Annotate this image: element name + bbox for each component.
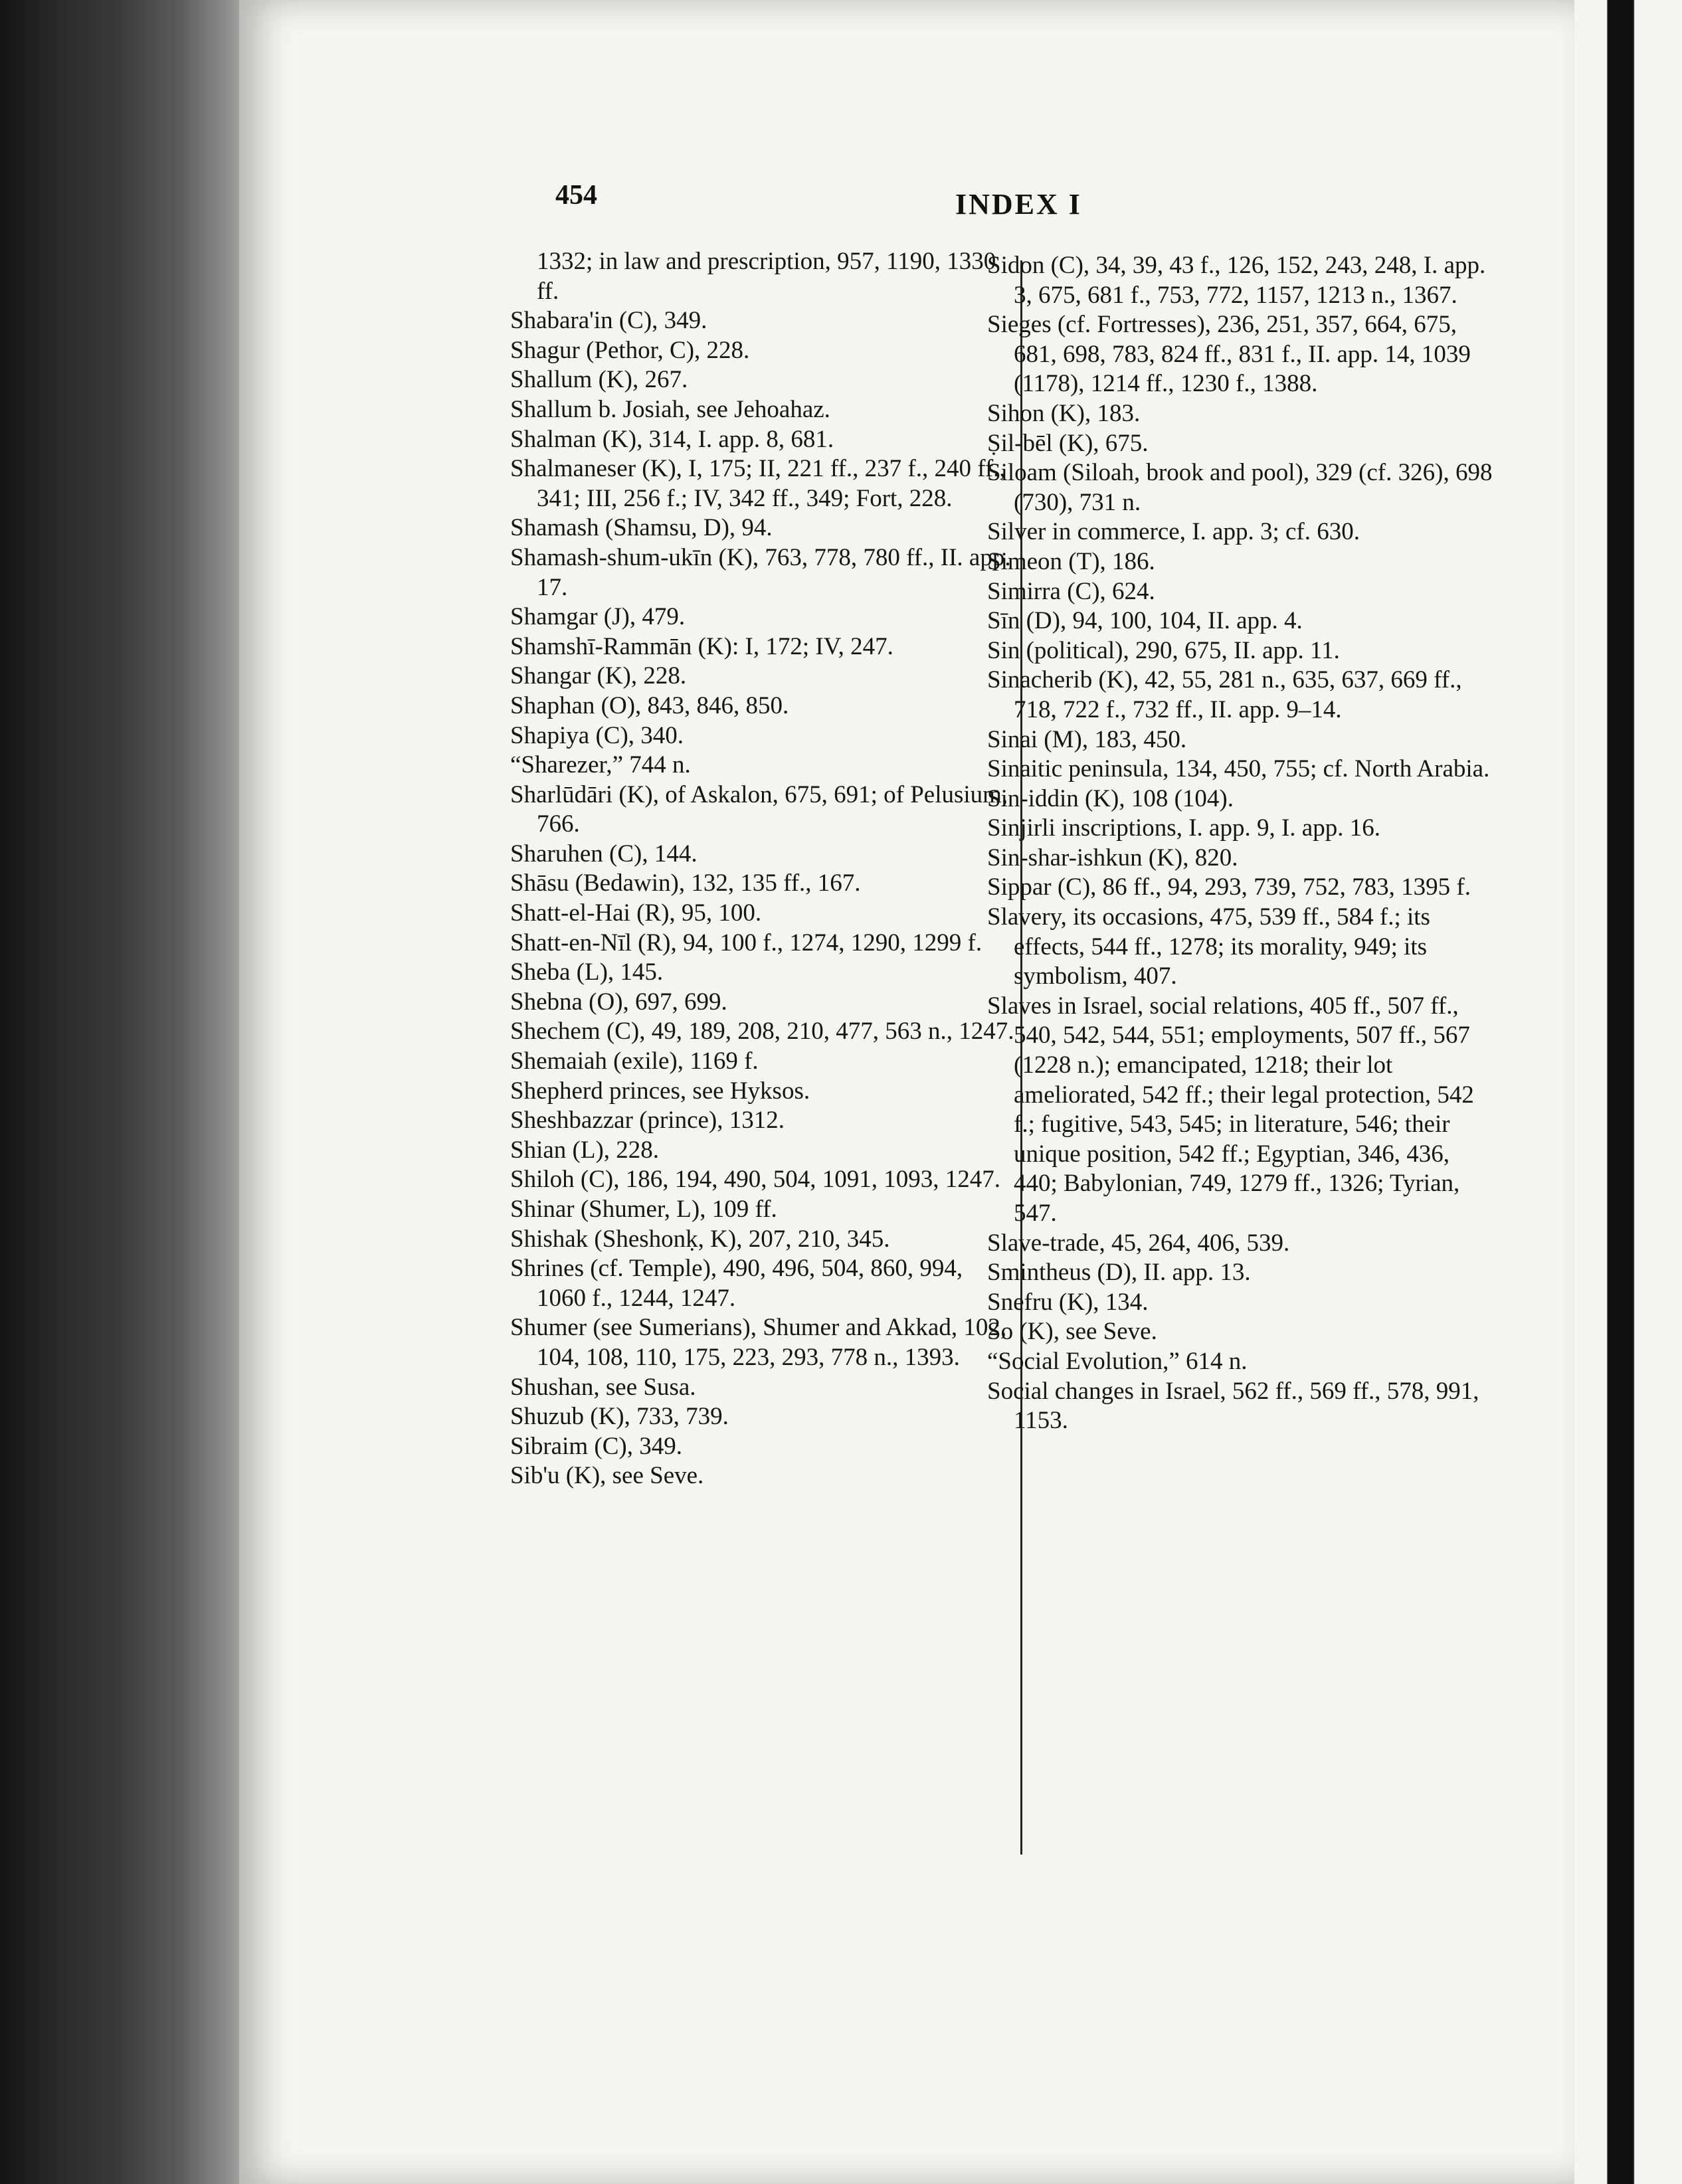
index-entry: Shuzub (K), 733, 739. — [510, 1403, 729, 1431]
index-entry: Shebna (O), 697, 699. — [510, 988, 727, 1016]
index-entry: Slavery, its occasions, 475, 539 ff., 584 f.; its effects, 544 ff., 1278; its morality, 949; its symbolism, 407. — [987, 903, 1430, 990]
index-entry: Shian (L), 228. — [510, 1136, 660, 1164]
index-entry: Shaphan (O), 843, 846, 850. — [510, 691, 789, 719]
index-entry: “Sharezer,” 744 n. — [510, 751, 691, 779]
index-entry: Shamgar (J), 479. — [510, 603, 686, 631]
index-entry: Sīn (D), 94, 100, 104, II. app. 4. — [987, 607, 1303, 635]
index-entry: Shinar (Shumer, L), 109 ff. — [510, 1196, 777, 1223]
index-entry: “Social Evolution,” 614 n. — [987, 1347, 1248, 1375]
index-entry: Shishak (Sheshonḳ, K), 207, 210, 345. — [510, 1225, 890, 1253]
index-entry: Sippar (C), 86 ff., 94, 293, 739, 752, 783, 1395 f. — [987, 873, 1471, 901]
index-entry: Siloam (Siloah, brook and pool), 329 (cf. 326), 698 (730), 731 n. — [987, 459, 1493, 516]
index-entry: Shapiya (C), 340. — [510, 721, 684, 749]
index-entry: Shabara'in (C), 349. — [510, 307, 707, 335]
index-entry: Shrines (cf. Temple), 490, 496, 504, 860, 994, 1060 f., 1244, 1247. — [510, 1255, 963, 1312]
index-entry: Sheshbazzar (prince), 1312. — [510, 1107, 785, 1135]
index-entry: Sin-shar-ishkun (K), 820. — [987, 844, 1238, 871]
index-entry: Shāsu (Bedawin), 132, 135 ff., 167. — [510, 869, 861, 897]
index-entry: Slave-trade, 45, 264, 406, 539. — [987, 1229, 1290, 1257]
index-entry: Sinacherib (K), 42, 55, 281 n., 635, 637, 669 ff., 718, 722 f., 732 ff., II. app. 9–14. — [987, 666, 1462, 723]
index-entry: Shallum (K), 267. — [510, 366, 688, 394]
index-entry: Sharlūdāri (K), of Askalon, 675, 691; of Pelusium, 766. — [510, 780, 1008, 838]
index-entry: Ṣil-bēl (K), 675. — [987, 429, 1149, 457]
index-entry: Sinai (M), 183, 450. — [987, 725, 1187, 753]
index-entry: Shiloh (C), 186, 194, 490, 504, 1091, 1093, 1247. — [510, 1166, 1000, 1194]
index-entry: Shechem (C), 49, 189, 208, 210, 477, 563 n., 1247. — [510, 1018, 1014, 1046]
index-entry: Shamshī-Rammān (K): I, 172; IV, 247. — [510, 632, 893, 660]
index-entry: Shepherd princes, see Hyksos. — [510, 1077, 810, 1105]
index-entry: Sinaitic peninsula, 134, 450, 755; cf. North Arabia. — [987, 755, 1490, 783]
index-entry: Sibraim (C), 349. — [510, 1432, 682, 1460]
index-entry: Sib'u (K), see Seve. — [510, 1462, 704, 1490]
index-entry: So (K), see Seve. — [987, 1318, 1157, 1346]
index-entry: Shalmaneser (K), I, 175; II, 221 ff., 237 f., 240 ff., 341; III, 256 f.; IV, 342 ff., 349; Fort, 228. — [510, 455, 1006, 512]
index-entry: Smintheus (D), II. app. 13. — [987, 1259, 1251, 1287]
index-entry: Sinjirli inscriptions, I. app. 9, I. app. 16. — [987, 814, 1380, 842]
index-entry: Simeon (T), 186. — [987, 547, 1155, 575]
index-entry: Shamash-shum-ukīn (K), 763, 778, 780 ff., II. app. 17. — [510, 543, 1011, 601]
page-number: 454 — [555, 180, 597, 211]
index-entry: Shemaiah (exile), 1169 f. — [510, 1047, 759, 1075]
index-entry: Sieges (cf. Fortresses), 236, 251, 357, 664, 675, 681, 698, 783, 824 ff., 831 f., II. app. 14, 1039 (1178), 1214 ff., 1230 f., 1388. — [987, 311, 1471, 398]
index-entry: Shallum b. Josiah, see Jehoahaz. — [510, 395, 830, 423]
index-entry: Silver in commerce, I. app. 3; cf. 630. — [987, 518, 1360, 546]
right-page-edge — [1574, 0, 1682, 2184]
index-entry: Shumer (see Sumerians), Shumer and Akkad, 102, 104, 108, 110, 175, 223, 293, 778 n., 1393. — [510, 1314, 1007, 1371]
index-entry: Shagur (Pethor, C), 228. — [510, 336, 750, 364]
index-entry: Shatt-en-Nīl (R), 94, 100 f., 1274, 1290, 1299 f. — [510, 929, 982, 956]
index-entry: Shamash (Shamsu, D), 94. — [510, 514, 773, 542]
index-entry: 1332; in law and prescription, 957, 1190, 1330 ff. — [537, 248, 996, 305]
index-entry: Shalman (K), 314, I. app. 8, 681. — [510, 425, 834, 453]
index-entry: Sin (political), 290, 675, II. app. 11. — [987, 636, 1340, 664]
page-title: INDEX I — [955, 188, 1082, 221]
index-entry: Snefru (K), 134. — [987, 1288, 1149, 1316]
index-entry: Sharuhen (C), 144. — [510, 840, 698, 867]
index-entry: Sin-iddin (K), 108 (104). — [987, 784, 1234, 812]
index-entry: Slaves in Israel, social relations, 405 ff., 507 ff., 540, 542, 544, 551; employments, 507 ff., 567 (1228 n.); emancipated, 1218; their lot ameliorated, 542 ff.; their legal protection, 542 f.; fugitive, 543, 545; in literature, 546; their unique position, 542 ff.; Egyptian, 346, 436, 440; Babylonian, 749, 1279 ff., 1326; Tyrian, 547. — [987, 992, 1474, 1227]
index-entry: Simirra (C), 624. — [987, 577, 1155, 605]
index-entry: Social changes in Israel, 562 ff., 569 ff., 578, 991, 1153. — [987, 1377, 1479, 1435]
index-entry: Shushan, see Susa. — [510, 1373, 696, 1401]
index-entry: Shangar (K), 228. — [510, 662, 687, 690]
index-entry: Sihon (K), 183. — [987, 399, 1141, 427]
index-entry: Sidon (C), 34, 39, 43 f., 126, 152, 243, 248, I. app. 3, 675, 681 f., 753, 772, 1157, 1213 n., 1367. — [987, 252, 1486, 309]
index-entry: Sheba (L), 145. — [510, 958, 664, 986]
index-entry: Shatt-el-Hai (R), 95, 100. — [510, 899, 762, 927]
index-column-left — [510, 247, 1015, 1491]
index-column-right — [987, 251, 1499, 1436]
